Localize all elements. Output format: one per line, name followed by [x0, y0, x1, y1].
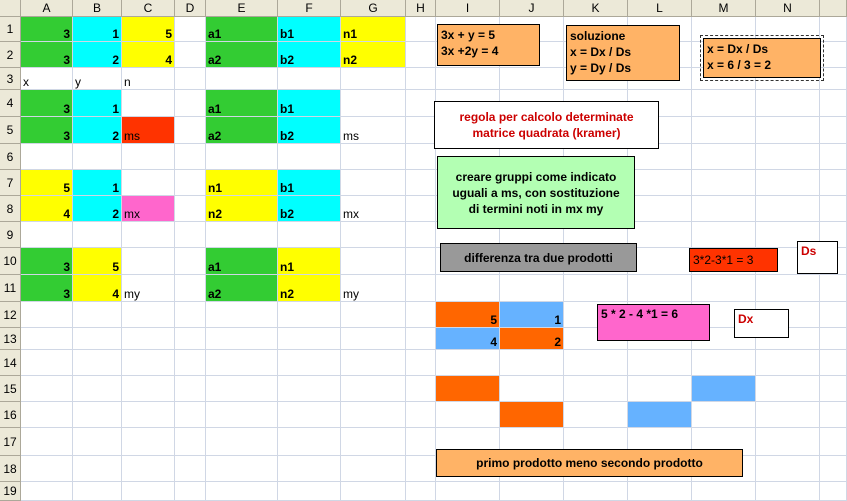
cell-g1[interactable]: n1: [341, 17, 406, 42]
cell-j14[interactable]: [500, 350, 564, 376]
cell-b5[interactable]: 2: [73, 117, 122, 144]
system-equations-box-line: 3x +2y = 4: [441, 44, 499, 58]
cell-h10[interactable]: [406, 248, 436, 275]
column-header-f[interactable]: F: [278, 0, 341, 17]
cell-n17[interactable]: [756, 428, 820, 456]
result-box-line: x = 6 / 3 = 2: [707, 58, 772, 72]
gruppi-box-line: uguali a ms, con sostituzione: [452, 185, 620, 200]
cell-m8[interactable]: [692, 196, 756, 222]
cell-c18[interactable]: [122, 456, 175, 482]
cell-g16[interactable]: [341, 402, 406, 428]
soluzione-box-line: soluzione: [570, 29, 626, 43]
cell-g13[interactable]: [341, 328, 406, 350]
row-header-13[interactable]: 13: [0, 328, 21, 350]
cell-b10[interactable]: 5: [73, 248, 122, 275]
cell-a9[interactable]: [21, 222, 73, 248]
cell-edge: [820, 402, 847, 428]
cell-i11[interactable]: [436, 275, 500, 302]
dx-calc-box[interactable]: [597, 304, 710, 341]
cell-c4[interactable]: [122, 90, 175, 117]
cell-f4[interactable]: b1: [278, 90, 341, 117]
cell-i16[interactable]: [436, 402, 500, 428]
cell-i15[interactable]: [436, 376, 500, 402]
cell-f18[interactable]: [278, 456, 341, 482]
cell-h16[interactable]: [406, 402, 436, 428]
cell-a6[interactable]: [21, 144, 73, 170]
ds-calc-box[interactable]: [689, 248, 778, 272]
cell-edge: [820, 456, 847, 482]
primo-prodotto-box[interactable]: [436, 449, 743, 477]
cell-a14[interactable]: [21, 350, 73, 376]
cell-c6[interactable]: [122, 144, 175, 170]
cell-a16[interactable]: [21, 402, 73, 428]
cell-e5[interactable]: a2: [206, 117, 278, 144]
select-all-corner[interactable]: [0, 0, 21, 17]
cell-d4[interactable]: [175, 90, 206, 117]
row-header-14[interactable]: 14: [0, 350, 21, 376]
cell-edge: [820, 482, 847, 501]
cell-b15[interactable]: [73, 376, 122, 402]
cell-d11[interactable]: [175, 275, 206, 302]
column-header-e[interactable]: E: [206, 0, 278, 17]
cell-e19[interactable]: [206, 482, 278, 501]
cell-e4[interactable]: a1: [206, 90, 278, 117]
cell-h5[interactable]: [406, 117, 436, 144]
cell-l7[interactable]: [628, 170, 692, 196]
row-header-19[interactable]: 19: [0, 482, 21, 501]
cell-a1[interactable]: 3: [21, 17, 73, 42]
cell-h1[interactable]: [406, 17, 436, 42]
cell-a5[interactable]: 3: [21, 117, 73, 144]
row-header-3[interactable]: 3: [0, 68, 21, 90]
cell-i12[interactable]: 5: [436, 302, 500, 328]
cell-d10[interactable]: [175, 248, 206, 275]
cell-d14[interactable]: [175, 350, 206, 376]
cell-b18[interactable]: [73, 456, 122, 482]
cell-m15[interactable]: [692, 376, 756, 402]
cell-h12[interactable]: [406, 302, 436, 328]
cell-m7[interactable]: [692, 170, 756, 196]
cell-j19[interactable]: [500, 482, 564, 501]
cell-i3[interactable]: [436, 68, 500, 90]
row-header-10[interactable]: 10: [0, 248, 21, 275]
dx-label-box[interactable]: [734, 309, 789, 338]
cell-edge: [820, 328, 847, 350]
cell-b8[interactable]: 2: [73, 196, 122, 222]
column-header-b[interactable]: B: [73, 0, 122, 17]
cell-c10[interactable]: [122, 248, 175, 275]
column-header-h[interactable]: H: [406, 0, 436, 17]
cell-a19[interactable]: [21, 482, 73, 501]
cell-k15[interactable]: [564, 376, 628, 402]
cell-f1[interactable]: b1: [278, 17, 341, 42]
cell-d6[interactable]: [175, 144, 206, 170]
cell-b11[interactable]: 4: [73, 275, 122, 302]
row-header-9[interactable]: 9: [0, 222, 21, 248]
cell-edge: [820, 68, 847, 90]
cell-e1[interactable]: a1: [206, 17, 278, 42]
cell-n7[interactable]: [756, 170, 820, 196]
cell-d19[interactable]: [175, 482, 206, 501]
row-header-4[interactable]: 4: [0, 90, 21, 117]
cell-c11[interactable]: my: [122, 275, 175, 302]
column-header-k[interactable]: K: [564, 0, 628, 17]
cell-h14[interactable]: [406, 350, 436, 376]
row-header-7[interactable]: 7: [0, 170, 21, 196]
cell-d12[interactable]: [175, 302, 206, 328]
cell-b14[interactable]: [73, 350, 122, 376]
cell-edge: [820, 90, 847, 117]
cell-f13[interactable]: [278, 328, 341, 350]
cell-d8[interactable]: [175, 196, 206, 222]
column-header-m[interactable]: M: [692, 0, 756, 17]
cell-edge: [820, 376, 847, 402]
cell-f14[interactable]: [278, 350, 341, 376]
cell-h11[interactable]: [406, 275, 436, 302]
cell-l19[interactable]: [628, 482, 692, 501]
row-header-1[interactable]: 1: [0, 17, 21, 42]
cell-g11[interactable]: my: [341, 275, 406, 302]
cell-d17[interactable]: [175, 428, 206, 456]
cell-c15[interactable]: [122, 376, 175, 402]
cell-e7[interactable]: n1: [206, 170, 278, 196]
cell-e3[interactable]: [206, 68, 278, 90]
cell-n19[interactable]: [756, 482, 820, 501]
cell-e8[interactable]: n2: [206, 196, 278, 222]
cell-e18[interactable]: [206, 456, 278, 482]
primo-prodotto-box-text: primo prodotto meno secondo prodotto: [476, 456, 703, 470]
cell-c9[interactable]: [122, 222, 175, 248]
cell-f7[interactable]: b1: [278, 170, 341, 196]
cell-j11[interactable]: [500, 275, 564, 302]
cell-c19[interactable]: [122, 482, 175, 501]
cell-d16[interactable]: [175, 402, 206, 428]
cell-f3[interactable]: [278, 68, 341, 90]
cell-d7[interactable]: [175, 170, 206, 196]
row-header-6[interactable]: 6: [0, 144, 21, 170]
cell-e6[interactable]: [206, 144, 278, 170]
regola-box-line: matrice quadrata (kramer): [472, 126, 621, 140]
cell-d18[interactable]: [175, 456, 206, 482]
cell-e9[interactable]: [206, 222, 278, 248]
cell-m14[interactable]: [692, 350, 756, 376]
cell-f5[interactable]: b2: [278, 117, 341, 144]
row-header-2[interactable]: 2: [0, 42, 21, 68]
cell-c5[interactable]: ms: [122, 117, 175, 144]
cell-e11[interactable]: a2: [206, 275, 278, 302]
ds-calc-box-text: 3*2-3*1 = 3: [693, 253, 754, 267]
cell-g4[interactable]: [341, 90, 406, 117]
row-header-15[interactable]: 15: [0, 376, 21, 402]
cell-a8[interactable]: 4: [21, 196, 73, 222]
cell-n4[interactable]: [756, 90, 820, 117]
cell-g14[interactable]: [341, 350, 406, 376]
cell-l9[interactable]: [628, 222, 692, 248]
cell-c3[interactable]: n: [122, 68, 175, 90]
cell-e14[interactable]: [206, 350, 278, 376]
cell-d5[interactable]: [175, 117, 206, 144]
soluzione-box[interactable]: [566, 25, 680, 81]
soluzione-box-line: x = Dx / Ds: [570, 45, 632, 59]
column-header-c[interactable]: C: [122, 0, 175, 17]
cell-n6[interactable]: [756, 144, 820, 170]
cell-f17[interactable]: [278, 428, 341, 456]
cell-h9[interactable]: [406, 222, 436, 248]
cell-a18[interactable]: [21, 456, 73, 482]
ds-label-box-text: Ds: [801, 244, 817, 258]
cell-n11[interactable]: [756, 275, 820, 302]
cell-c1[interactable]: 5: [122, 17, 175, 42]
cell-e13[interactable]: [206, 328, 278, 350]
cell-h17[interactable]: [406, 428, 436, 456]
cell-m19[interactable]: [692, 482, 756, 501]
system-equations-box[interactable]: [437, 24, 540, 66]
cell-c2[interactable]: 4: [122, 42, 175, 68]
column-header-l[interactable]: L: [628, 0, 692, 17]
cell-a11[interactable]: 3: [21, 275, 73, 302]
cell-n14[interactable]: [756, 350, 820, 376]
cell-b9[interactable]: [73, 222, 122, 248]
column-header-i[interactable]: I: [436, 0, 500, 17]
row-header-18[interactable]: 18: [0, 456, 21, 482]
cell-edge: [820, 42, 847, 68]
cell-d15[interactable]: [175, 376, 206, 402]
cell-g19[interactable]: [341, 482, 406, 501]
cell-g2[interactable]: n2: [341, 42, 406, 68]
column-header-a[interactable]: A: [21, 0, 73, 17]
soluzione-box-line: y = Dy / Ds: [570, 61, 632, 75]
cell-a15[interactable]: [21, 376, 73, 402]
differenza-box-text: differenza tra due prodotti: [464, 250, 613, 265]
cell-h4[interactable]: [406, 90, 436, 117]
cell-h8[interactable]: [406, 196, 436, 222]
cell-c7[interactable]: [122, 170, 175, 196]
cell-g18[interactable]: [341, 456, 406, 482]
cell-f15[interactable]: [278, 376, 341, 402]
regola-box-line: regola per calcolo determinate: [459, 110, 634, 124]
cell-a4[interactable]: 3: [21, 90, 73, 117]
cell-c17[interactable]: [122, 428, 175, 456]
cell-a10[interactable]: 3: [21, 248, 73, 275]
cell-b17[interactable]: [73, 428, 122, 456]
cell-b16[interactable]: [73, 402, 122, 428]
cell-c8[interactable]: mx: [122, 196, 175, 222]
column-header-partial: [820, 0, 847, 17]
cell-f10[interactable]: n1: [278, 248, 341, 275]
cell-n5[interactable]: [756, 117, 820, 144]
row-header-11[interactable]: 11: [0, 275, 21, 302]
cell-m5[interactable]: [692, 117, 756, 144]
cell-b3[interactable]: y: [73, 68, 122, 90]
cell-f8[interactable]: b2: [278, 196, 341, 222]
column-header-g[interactable]: G: [341, 0, 406, 17]
cell-h15[interactable]: [406, 376, 436, 402]
cell-f16[interactable]: [278, 402, 341, 428]
cell-m11[interactable]: [692, 275, 756, 302]
cell-d9[interactable]: [175, 222, 206, 248]
cell-a17[interactable]: [21, 428, 73, 456]
gruppi-box-line: creare gruppi come indicato: [455, 169, 617, 184]
cell-g8[interactable]: mx: [341, 196, 406, 222]
cell-edge: [820, 350, 847, 376]
cell-f6[interactable]: [278, 144, 341, 170]
row-header-16[interactable]: 16: [0, 402, 21, 428]
cell-b2[interactable]: 2: [73, 42, 122, 68]
cell-edge: [820, 144, 847, 170]
cell-c13[interactable]: [122, 328, 175, 350]
cell-n15[interactable]: [756, 376, 820, 402]
cell-d1[interactable]: [175, 17, 206, 42]
column-header-j[interactable]: J: [500, 0, 564, 17]
cell-g10[interactable]: [341, 248, 406, 275]
cell-i13[interactable]: 4: [436, 328, 500, 350]
regola-box[interactable]: [434, 101, 659, 149]
row-header-12[interactable]: 12: [0, 302, 21, 328]
cell-b13[interactable]: [73, 328, 122, 350]
cell-m4[interactable]: [692, 90, 756, 117]
cell-b4[interactable]: 1: [73, 90, 122, 117]
cell-edge: [820, 428, 847, 456]
cell-edge: [820, 302, 847, 328]
differenza-box[interactable]: [440, 243, 637, 272]
cell-j3[interactable]: [500, 68, 564, 90]
cell-l14[interactable]: [628, 350, 692, 376]
cell-g9[interactable]: [341, 222, 406, 248]
cell-h7[interactable]: [406, 170, 436, 196]
cell-c16[interactable]: [122, 402, 175, 428]
cell-e10[interactable]: a1: [206, 248, 278, 275]
ds-label-box[interactable]: [797, 241, 838, 274]
cell-e17[interactable]: [206, 428, 278, 456]
cell-c12[interactable]: [122, 302, 175, 328]
cell-k14[interactable]: [564, 350, 628, 376]
cell-m9[interactable]: [692, 222, 756, 248]
cell-m6[interactable]: [692, 144, 756, 170]
gruppi-box[interactable]: [437, 156, 635, 229]
cell-g6[interactable]: [341, 144, 406, 170]
cell-e2[interactable]: a2: [206, 42, 278, 68]
cell-edge: [820, 196, 847, 222]
cell-b7[interactable]: 1: [73, 170, 122, 196]
cell-l16[interactable]: [628, 402, 692, 428]
cell-h13[interactable]: [406, 328, 436, 350]
cell-edge: [820, 170, 847, 196]
cell-b19[interactable]: [73, 482, 122, 501]
row-header-8[interactable]: 8: [0, 196, 21, 222]
cell-edge: [820, 17, 847, 42]
cell-d13[interactable]: [175, 328, 206, 350]
row-header-17[interactable]: 17: [0, 428, 21, 456]
cell-i19[interactable]: [436, 482, 500, 501]
cell-e12[interactable]: [206, 302, 278, 328]
cell-g3[interactable]: [341, 68, 406, 90]
cell-k11[interactable]: [564, 275, 628, 302]
cell-l8[interactable]: [628, 196, 692, 222]
cell-j12[interactable]: 1: [500, 302, 564, 328]
cell-j13[interactable]: 2: [500, 328, 564, 350]
cell-h2[interactable]: [406, 42, 436, 68]
cell-n8[interactable]: [756, 196, 820, 222]
cell-edge: [820, 275, 847, 302]
column-header-d[interactable]: D: [175, 0, 206, 17]
cell-h3[interactable]: [406, 68, 436, 90]
cell-e15[interactable]: [206, 376, 278, 402]
cell-f9[interactable]: [278, 222, 341, 248]
cell-c14[interactable]: [122, 350, 175, 376]
cell-g15[interactable]: [341, 376, 406, 402]
cell-n18[interactable]: [756, 456, 820, 482]
row-header-5[interactable]: 5: [0, 117, 21, 144]
result-box[interactable]: [703, 38, 821, 78]
cell-a2[interactable]: 3: [21, 42, 73, 68]
cell-d3[interactable]: [175, 68, 206, 90]
system-equations-box-line: 3x + y = 5: [441, 28, 496, 42]
column-header-n[interactable]: N: [756, 0, 820, 17]
cell-j16[interactable]: [500, 402, 564, 428]
cell-g7[interactable]: [341, 170, 406, 196]
cell-h19[interactable]: [406, 482, 436, 501]
cell-e16[interactable]: [206, 402, 278, 428]
dx-label-box-text: Dx: [738, 312, 754, 326]
cell-l10[interactable]: [628, 248, 692, 275]
cell-a3[interactable]: x: [21, 68, 73, 90]
cell-m16[interactable]: [692, 402, 756, 428]
cell-l15[interactable]: [628, 376, 692, 402]
cell-f19[interactable]: [278, 482, 341, 501]
cell-f12[interactable]: [278, 302, 341, 328]
dx-calc-box-text: 5 * 2 - 4 *1 = 6: [601, 307, 679, 321]
cell-h18[interactable]: [406, 456, 436, 482]
cell-a12[interactable]: [21, 302, 73, 328]
cell-f2[interactable]: b2: [278, 42, 341, 68]
cell-g17[interactable]: [341, 428, 406, 456]
cell-g5[interactable]: ms: [341, 117, 406, 144]
cell-b1[interactable]: 1: [73, 17, 122, 42]
cell-f11[interactable]: n2: [278, 275, 341, 302]
cell-g12[interactable]: [341, 302, 406, 328]
cell-b6[interactable]: [73, 144, 122, 170]
cell-a7[interactable]: 5: [21, 170, 73, 196]
result-box-line: x = Dx / Ds: [707, 42, 769, 56]
cell-h6[interactable]: [406, 144, 436, 170]
cell-k16[interactable]: [564, 402, 628, 428]
cell-a13[interactable]: [21, 328, 73, 350]
cell-j15[interactable]: [500, 376, 564, 402]
cell-b12[interactable]: [73, 302, 122, 328]
cell-k19[interactable]: [564, 482, 628, 501]
cell-d2[interactable]: [175, 42, 206, 68]
cell-n16[interactable]: [756, 402, 820, 428]
cell-i14[interactable]: [436, 350, 500, 376]
cell-edge: [820, 117, 847, 144]
cell-l11[interactable]: [628, 275, 692, 302]
gruppi-box-line: di termini noti in mx my: [468, 201, 604, 216]
